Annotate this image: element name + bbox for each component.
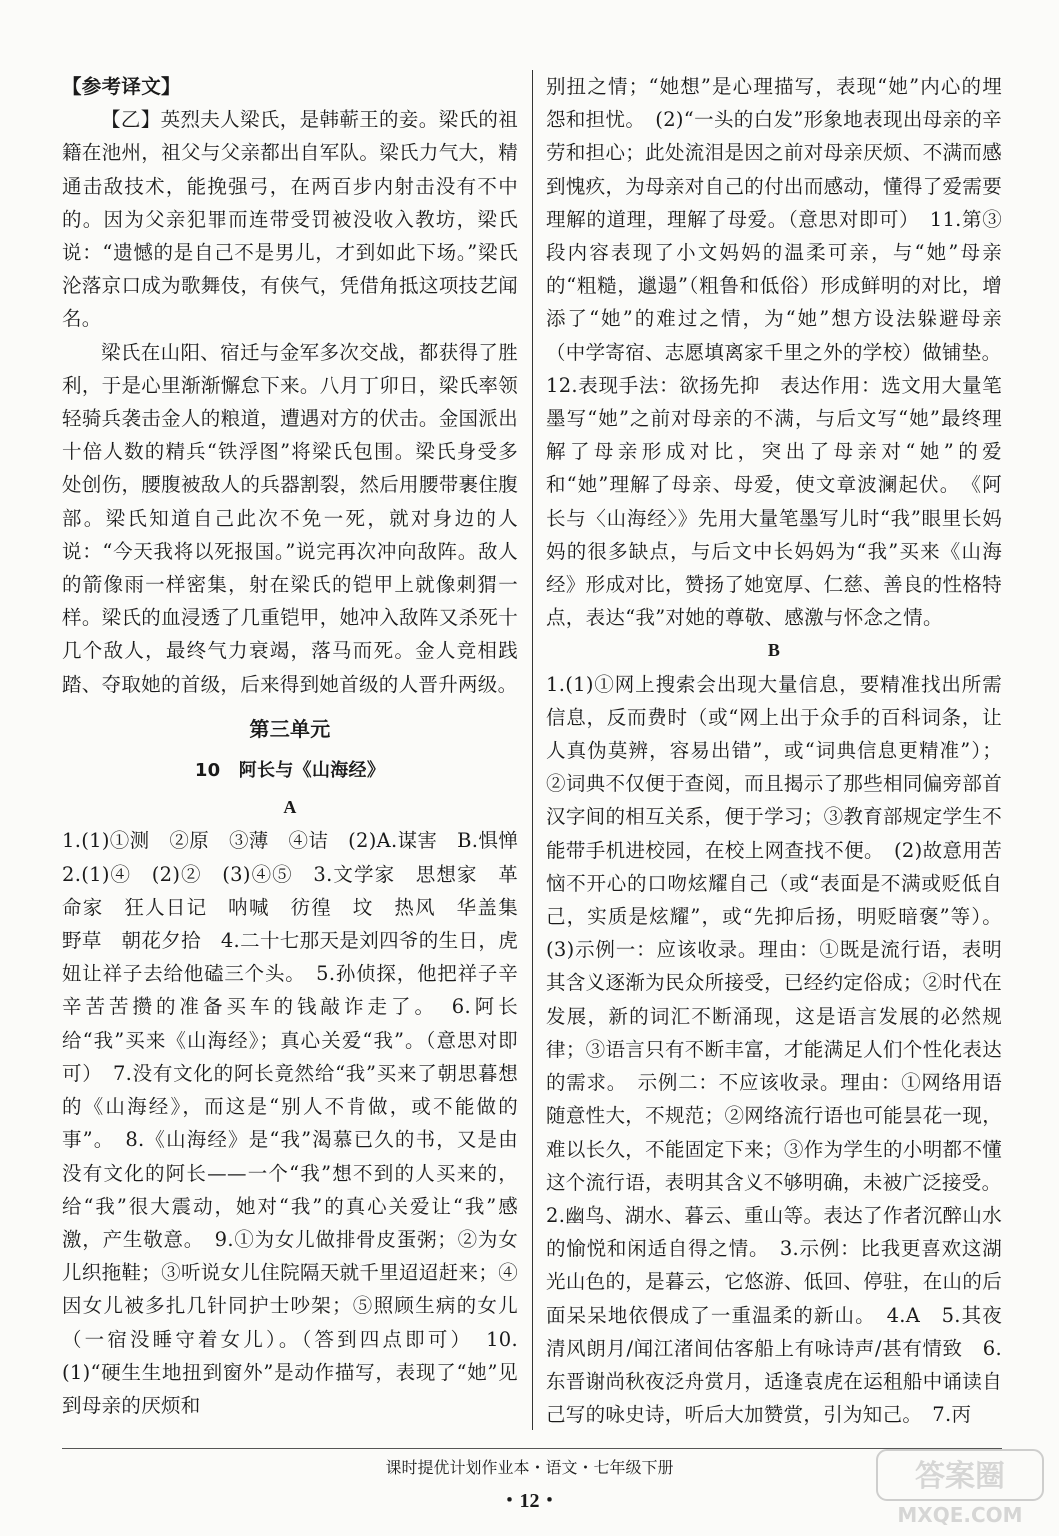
page-number: ・12・ bbox=[499, 1490, 560, 1512]
translation-paragraph-1: 【乙】英烈夫人梁氏，是韩蕲王的妾。梁氏的祖籍在池州，祖父与父亲都出自军队。梁氏力气大，精通击敌技术，能挽强弓，在两百步内射击没有不中的。因为父亲犯罪而连带受罚被没收入教坊，梁氏说：“遗憾的是自己不是男儿，才到如此下场。”梁氏沦落京口成为歌舞伎，有侠气，凭借角抵这项技艺闻名。 bbox=[62, 108, 518, 331]
answers-section-b-part1: 1.(1)①网上搜索会出现大量信息，要精准找出所需信息，反而费时（或“网上出于众手的百科词条，让人真伪莫辨，容易出错”，或“词典信息更精准”）；②词典不仅便于查阅，而且揭示了那些相同偏旁部首汉字间的相互关系，便于学习；③教育部规定学生不能带手机进校园，在校上网查找不便。 (2)故意用苦恼不开心的口吻炫耀自己（或“表面是不满或贬低自己，实质是炫耀”，或“先抑后扬，明贬暗褒”等）。(3)示例一：应该收录。理由：①既是流行语，表明其含义逐渐为民众所接受，已经约定俗成；②时代在发展，新的词汇不断涌现，这是语言发展的必然规律；③语言只有不断丰富，才能满足人们个性化表达的需求。 示例二：不应该收录。理由：①网络用语随意性大，不规范；②网络流行语也可能昙花一现，难以长久，不能固定下来；③作为学生的小明都不懂这个流行语，表明其含义不够明确，未被广泛接受。 bbox=[546, 672, 1002, 1194]
footer-book-title: 课时提优计划作业本・语文・七年级下册 bbox=[385, 1458, 674, 1477]
left-column bbox=[62, 70, 538, 1422]
footer-rule bbox=[62, 1448, 1002, 1449]
answers-section-a: 1.(1)①测 ②原 ③薄 ④诘 (2)A.谋害 B.惧惮 2.(1)④ (2)② (3)④⑤ 3.文学家 思想家 革命家 狂人日记 呐喊 彷徨 坟 热风 华盖集 野草 朝花夕拾 4.二十七那天是刘四爷的生日，虎妞让祥子去给他磕三个头。 5.孙侦探，他把祥子辛辛苦苦攒的准备买车的钱敲诈走了。 6.阿长给“我”买来《山海经》；真心关爱“我”。（意思对即可） 7.没有文化的阿长竟然给“我”买来了朝思暮想的《山海经》，而这是“别人不肯做，或不能做的事”。 8.《山海经》是“我”渴慕已久的书，又是由没有文化的阿长——一个“我”想不到的人买来的，给“我”很大震动，她对“我”的真心关爱让“我”感激，产生敬意。 9.①为女儿做排骨皮蛋粥；②为女儿织拖鞋；③听说女儿住院隔天就千里迢迢赶来；④因女儿被多扎几针同护士吵架；⑤照顾生病的女儿（一宿没睡守着女儿）。（答到四点即可） 10.(1)“硬生生地扭到窗外”是动作描写，表现了“她”见到母亲的厌烦和 bbox=[62, 829, 538, 1417]
watermark-text: 答案圈 bbox=[915, 1459, 1005, 1494]
answer-12: 12.表现手法：欲扬先抑 表达作用：选文用大量笔墨写“她”之前对母亲的不满，与后文写“她”最终理解了母亲形成对比，突出了母亲对“她”的爱和“她”理解了母亲、母爱，使文章波澜起伏。 《阿长与〈山海经〉》先用大量笔墨写儿时“我”眼里长妈妈的很多缺点，与后文中长妈妈为“我”买来《山海经》形成对比，赞扬了她宽厚、仁慈、善良的性格特点，表达“我”对她的尊敬、感激与怀念之情。 bbox=[546, 373, 1002, 630]
column-divider bbox=[532, 70, 533, 1430]
watermark-site: MXQE.COM bbox=[897, 1503, 1023, 1527]
reference-translation-heading: 【参考译文】 bbox=[62, 75, 181, 98]
lesson-title: 10 阿长与《山海经》 bbox=[194, 760, 386, 782]
answers-section-b-part2: 2.幽鸟、湖水、暮云、重山等。表达了作者沉醉山水的愉悦和闲适自得之情。 3.示例：比我更喜欢这湖光山色的，是暮云，它悠游、低回、停驻，在山的后面呆呆地依偎成了一重温柔的新山。 4.A 5.其夜清风朗月/闻江渚间估客船上有咏诗声/甚有情致 6.东晋谢尚秋夜泛舟赏月，适逢袁虎在运租船中诵读自己写的咏史诗，听后大加赞赏，引为知己。 7.丙 bbox=[546, 1203, 1002, 1427]
watermark-logo bbox=[875, 1448, 1045, 1528]
section-a-label: A bbox=[283, 797, 297, 818]
right-column bbox=[546, 70, 1002, 1431]
translation-paragraph-2: 梁氏在山阳、宿迁与金军多次交战，都获得了胜利，于是心里渐渐懈怠下来。八月丁卯日，梁氏率领轻骑兵袭击金人的粮道，遭遇对方的伏击。金国派出十倍人数的精兵“铁浮图”将梁氏包围。梁氏身受多处创伤，腰腹被敌人的兵器割裂，然后用腰带裹住腹部。梁氏知道自己此次不免一死，就对身边的人说：“今天我将以死报国。”说完再次冲向敌阵。敌人的箭像雨一样密集，射在梁氏的铠甲上就像刺猬一样。梁氏的血浸透了几重铠甲，她冲入敌阵又杀死十几个敌人，最终气力衰竭，落马而死。金人竞相践踏、夺取她的首级，后来得到她首级的人晋升两级。 bbox=[62, 340, 518, 696]
section-b-label: B bbox=[767, 640, 781, 661]
unit-title: 第三单元 bbox=[249, 716, 331, 741]
answers-continued: 别扭之情；“她想”是心理描写，表现“她”内心的埋怨和担忧。 (2)“一头的白发”形象地表现出母亲的辛劳和担心；此处流泪是因之前对母亲厌烦、不满而感到愧疚，为母亲对自己的付出而感动，懂得了爱需要理解的道理，理解了母爱。（意思对即可） 11.第③段内容表现了小文妈妈的温柔可亲，与“她”母亲的“粗糙，邋遢”（粗鲁和低俗）形成鲜明的对比，增添了“她”的难过之情，为“她”想方设法躲避母亲（中学寄宿、志愿填离家千里之外的学校）做铺垫。 bbox=[546, 75, 1002, 364]
